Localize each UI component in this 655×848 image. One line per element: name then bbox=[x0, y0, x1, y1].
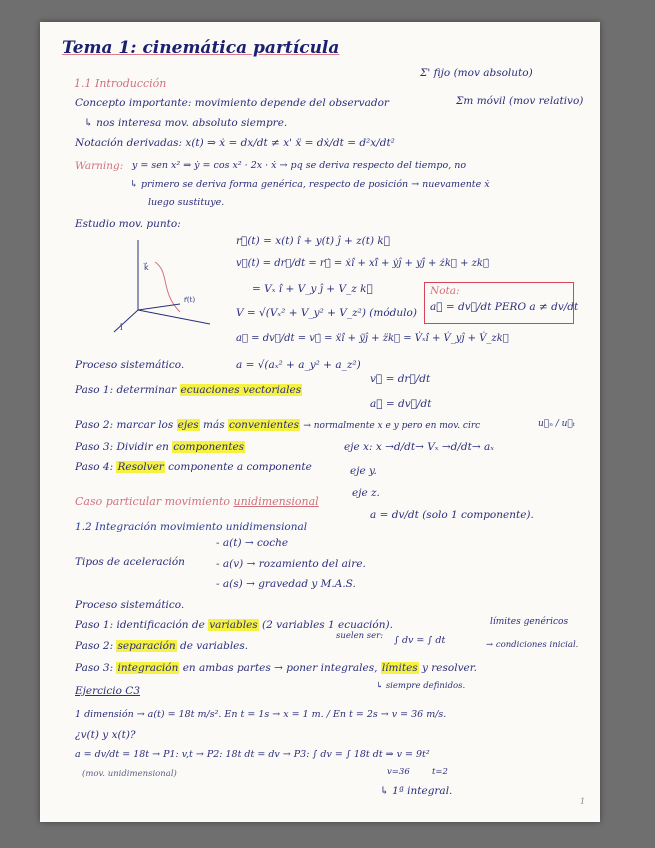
primera-integral: ↳ 1ª integral. bbox=[380, 785, 453, 797]
paso-1-text: Paso 1: determinar bbox=[75, 384, 177, 396]
paso-3-text: Paso 3: Dividir en bbox=[75, 441, 169, 453]
p2-highlight: separación bbox=[117, 640, 176, 652]
note-text: ↳ primero se deriva forma genérica, respecto de posición → nuevamente ẋ bbox=[130, 179, 490, 190]
p3-highlight: límites bbox=[381, 662, 418, 674]
p1-text: Paso 1: identificación de bbox=[75, 619, 205, 631]
notebook-page bbox=[40, 22, 600, 822]
p3-highlight: integración bbox=[117, 662, 179, 674]
condiciones: → condiciones inicial. bbox=[486, 640, 579, 650]
paso-1-r1: v⃗ = dr⃗/dt bbox=[370, 373, 431, 385]
paso-2-text: Paso 2: marcar los bbox=[75, 419, 174, 431]
p3-text: en ambas partes → poner integrales, bbox=[182, 662, 378, 674]
eje-z: eje z. bbox=[352, 487, 380, 499]
nota-text: a⃗ = dv⃗/dt PERO a ≠ dv/dt bbox=[430, 301, 579, 313]
paso-4-highlight: Resolver bbox=[117, 461, 164, 473]
note-text: Proceso sistemático. bbox=[75, 599, 185, 611]
svg-text:k⃗: k⃗ bbox=[144, 263, 149, 272]
limites-genericos: límites genéricos bbox=[490, 617, 569, 627]
note-text: luego sustituye. bbox=[148, 197, 225, 208]
lim-t: t=2 bbox=[432, 767, 448, 777]
section-heading: 1.2 Integración movimiento unidimensional bbox=[75, 521, 308, 533]
equation-v: v⃗(t) = dr⃗/dt = r⃗̇ = ẋî + xî̇ + ẏĵ + yĵ̇ + żk⃗ + zk⃗̇ bbox=[236, 258, 489, 269]
siempre: ↳ siempre definidos. bbox=[376, 681, 466, 691]
note-text: Tipos de aceleración bbox=[75, 556, 185, 568]
p2-text: de variables. bbox=[180, 640, 249, 652]
p2-text: Paso 2: bbox=[75, 640, 114, 652]
p3 bbox=[75, 663, 477, 674]
ejercicio-title: Ejercicio C3 bbox=[75, 685, 141, 697]
math-text: y = sen x² ⇒ ẏ = cos x² · 2x · ẋ → pq se deriva respecto del tiempo, no bbox=[132, 160, 467, 171]
paso-2 bbox=[75, 420, 480, 431]
equation-r: r⃗(t) = x(t) î + y(t) ĵ + z(t) k⃗ bbox=[236, 235, 391, 247]
paso-2-highlight: convenientes bbox=[228, 419, 300, 431]
p2 bbox=[75, 641, 248, 652]
warning-label: Warning: bbox=[75, 160, 124, 172]
note-text: Σm móvil (mov relativo) bbox=[456, 95, 584, 107]
tipo-1: - a(t) → coche bbox=[216, 537, 289, 549]
caso-underlined: unidimensional bbox=[233, 495, 319, 508]
p3-text: y resolver. bbox=[422, 662, 477, 674]
paso-1 bbox=[75, 385, 302, 396]
suelen: suelen ser: bbox=[336, 631, 384, 641]
svg-text:î: î bbox=[120, 323, 123, 332]
equation-v2: = Vₓ î + V_y ĵ + V_z k⃗ bbox=[252, 283, 373, 295]
ejercicio-question: ¿v(t) y x(t)? bbox=[75, 729, 136, 741]
p1 bbox=[75, 620, 393, 631]
paso-4: Paso 4: Resolver componente a componente bbox=[75, 461, 312, 473]
caso-particular bbox=[75, 496, 319, 507]
eje-y: eje y. bbox=[350, 465, 377, 477]
ejercicio-line: 1 dimensión → a(t) = 18t m/s². En t = 1s → x = 1 m. / En t = 2s → v = 36 m/s. bbox=[75, 709, 447, 720]
lim-v: v=36 bbox=[387, 767, 410, 777]
note-text: ↳ nos interesa mov. absoluto siempre. bbox=[84, 117, 288, 129]
paso-2-highlight: ejes bbox=[177, 419, 199, 431]
math-text: Notación derivadas: x(t) ⇒ ẋ = dx/dt ≠ x' ẍ = dẋ/dt = d²x/dt² bbox=[75, 137, 395, 149]
paso-4-text: componente a componente bbox=[168, 461, 312, 473]
paso-2-uv: u⃗ₙ / u⃗ₜ bbox=[538, 419, 576, 429]
eje-x: eje x: x →d/dt→ Vₓ →d/dt→ aₓ bbox=[344, 441, 494, 453]
equation-a: a⃗ = dv⃗/dt = v⃗̇ = ẍî + ÿĵ + z̈k⃗ = V̇ₓî + V̇_yĵ + V̇_zk⃗ bbox=[236, 333, 509, 344]
note-text: Σ' fijo (mov absoluto) bbox=[420, 67, 533, 79]
caso-equation: a = dv/dt (solo 1 componente). bbox=[370, 509, 534, 521]
paso-1-highlight: ecuaciones vectoriales bbox=[180, 384, 302, 396]
paso-2-text: → normalmente x e y pero en mov. circ bbox=[303, 421, 481, 431]
section-heading: 1.1 Introducción bbox=[74, 77, 167, 90]
nota-label: Nota: bbox=[430, 285, 460, 297]
equation-amod: a = √(aₓ² + a_y² + a_z²) bbox=[236, 359, 361, 371]
ejercicio-solution: a = dv/dt = 18t → P1: v,t → P2: 18t dt = dv → P3: ∫ dv = ∫ 18t dt ⇒ v = 9t² bbox=[75, 749, 430, 760]
page-number: 1 bbox=[580, 797, 586, 806]
paso-2-text: más bbox=[203, 419, 225, 431]
note-text: Estudio mov. punto: bbox=[75, 218, 181, 230]
paso-1-r2: a⃗ = dv⃗/dt bbox=[370, 398, 432, 410]
equation-vmod: V = √(Vₓ² + V_y² + V_z²) (módulo) bbox=[236, 307, 417, 319]
paso-3 bbox=[75, 442, 245, 453]
p3-text: Paso 3: bbox=[75, 662, 114, 674]
tipo-3: - a(s) → gravedad y M.A.S. bbox=[216, 578, 356, 590]
caso-text: Caso particular movimiento bbox=[75, 495, 230, 508]
note-text: Concepto importante: movimiento depende del observador bbox=[75, 97, 389, 109]
ejercicio-note: (mov. unidimensional) bbox=[82, 769, 177, 779]
integral-generic: ∫ dv = ∫ dt bbox=[394, 635, 446, 646]
tipo-2: - a(v) → rozamiento del aire. bbox=[216, 558, 366, 570]
axes-sketch bbox=[100, 232, 230, 342]
paso-3-highlight: componentes bbox=[173, 441, 245, 453]
p1-text: (2 variables 1 ecuación). bbox=[262, 619, 393, 631]
p1-highlight: variables bbox=[209, 619, 258, 631]
svg-text:r⃗(t): r⃗(t) bbox=[184, 296, 196, 304]
note-text: Proceso sistemático. bbox=[75, 359, 185, 371]
page-title: Tema 1: cinemática partícula bbox=[62, 38, 340, 58]
